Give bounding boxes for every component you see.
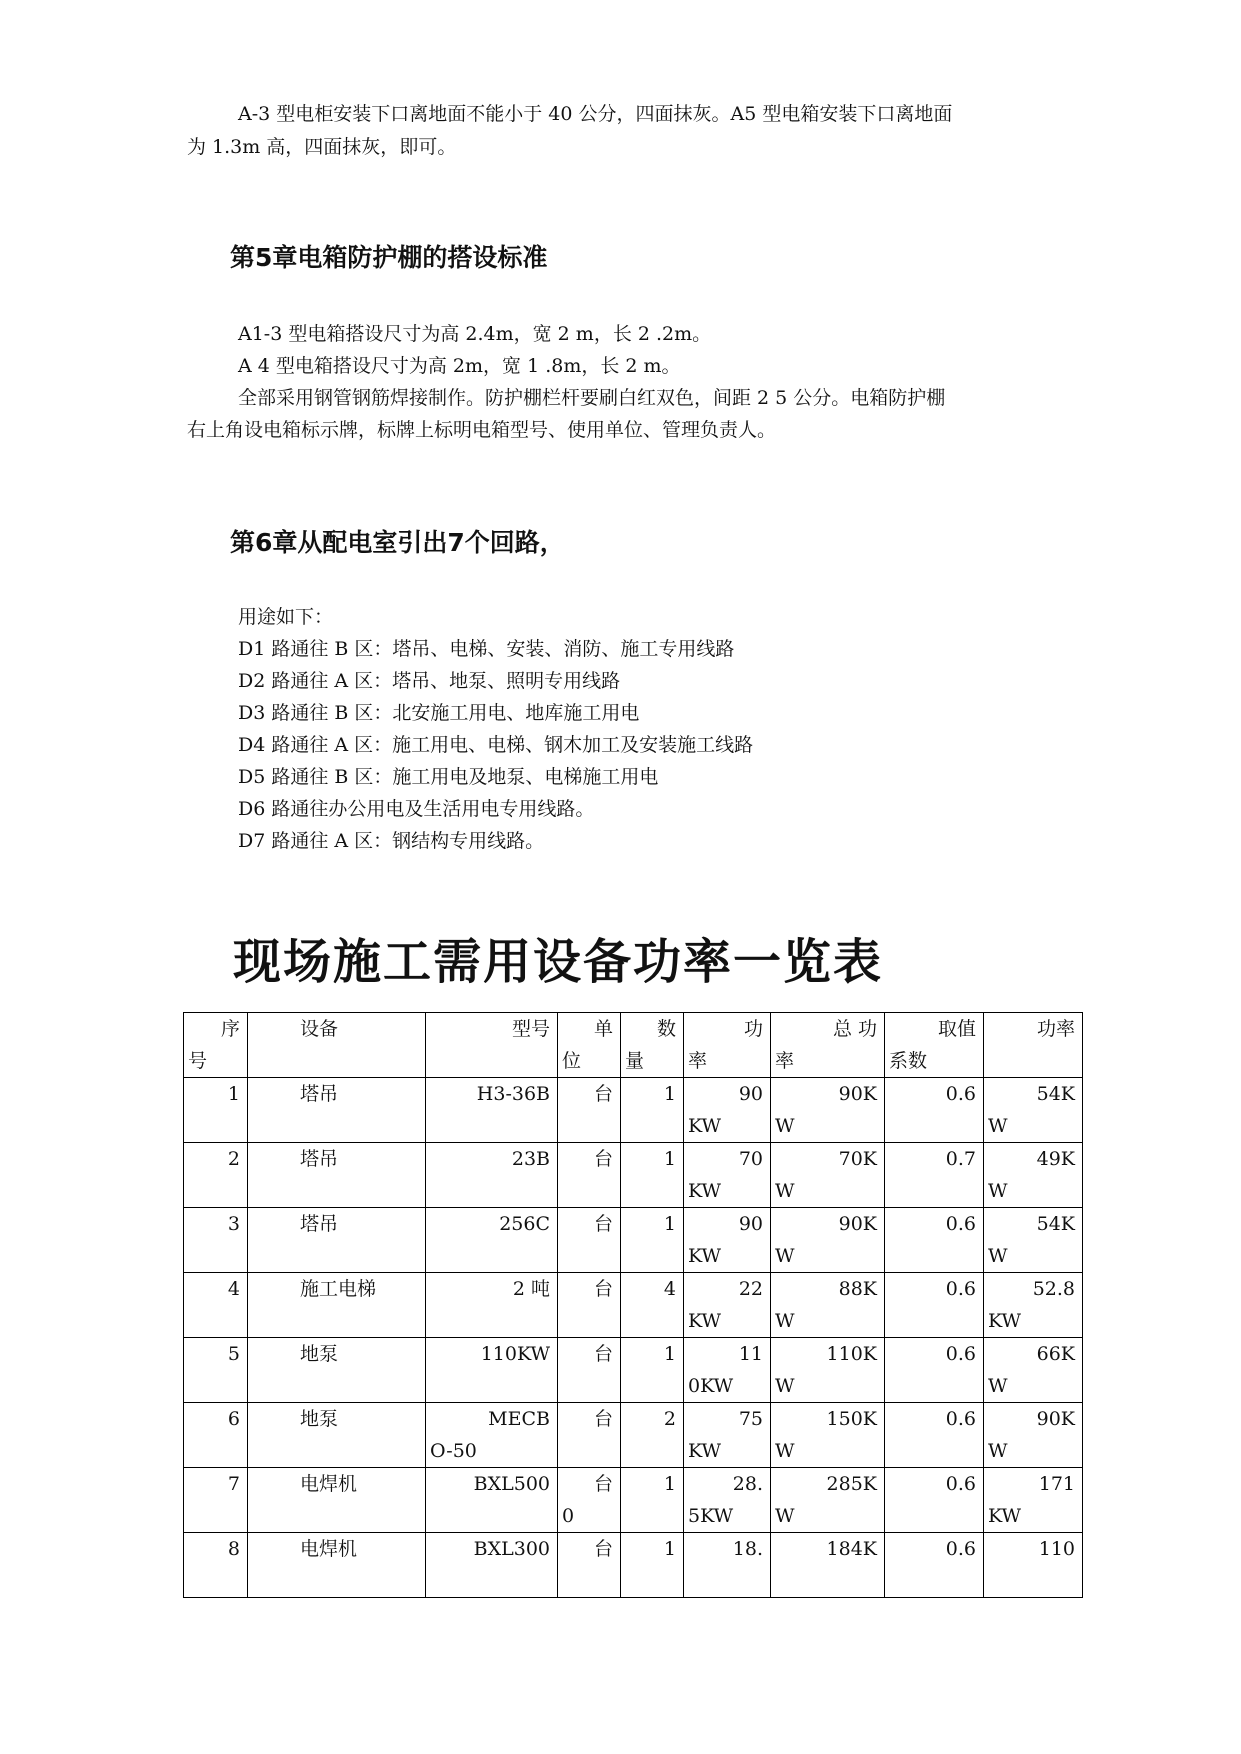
cell-model [426,1403,558,1468]
cell-qty [621,1273,684,1338]
cell-unit-value-wrap [562,1305,613,1337]
route-item: D7 路通往 A 区：钢结构专用线路。 [238,830,545,852]
cell-unit [558,1338,621,1403]
cell-effective-power-value-wrap: W [988,1375,1008,1397]
route-item: D4 路通往 A 区：施工用电、电梯、钢木加工及安装施工线路 [238,734,754,756]
cell-qty-value: 1 [663,1343,676,1365]
cell-power-value-wrap: KW [688,1115,722,1137]
cell-no [184,1078,248,1143]
cell-power-value: 18. [732,1538,763,1560]
cell-unit [558,1078,621,1143]
cell-power-value: 11 [738,1343,763,1365]
cell-power [684,1403,771,1468]
equipment-table-title: 现场施工需用设备功率一览表 [233,934,884,990]
cell-total-power-value: 88K [838,1278,877,1300]
chapter6-heading: 第6章从配电室引出7个回路， [230,528,565,557]
cell-effective-power-value: 54K [1036,1083,1075,1105]
header-unit: 单 位 [558,1013,621,1078]
cell-power [684,1208,771,1273]
chapter5-line4: 右上角设电箱标示牌，标牌上标明电箱型号、使用单位、管理负责人。 [187,419,777,441]
route-item: D6 路通往办公用电及生活用电专用线路。 [238,798,595,820]
cell-coefficient-value: 0.6 [945,1473,976,1495]
cell-no-value: 2 [227,1148,240,1170]
header-coefficient: 取值 系数 [885,1013,984,1078]
cell-model-value-wrap [430,1110,550,1142]
cell-effective-power-value: 66K [1036,1343,1075,1365]
table-row [184,1208,1083,1273]
cell-effective-power-value: 52.8 [1032,1278,1075,1300]
cell-unit-value: 台 [593,1083,613,1105]
cell-unit-value: 台 [593,1408,613,1430]
chapter5-heading: 第5章电箱防护棚的搭设标准 [230,243,548,272]
cell-total-power-value-wrap: W [775,1375,795,1397]
table-row [184,1273,1083,1338]
cell-model-value-wrap [430,1500,550,1532]
cell-device [248,1533,426,1598]
cell-device-value: 施工电梯 [300,1278,377,1300]
cell-power [684,1468,771,1533]
cell-unit [558,1143,621,1208]
cell-effective-power [984,1208,1083,1273]
cell-no-value: 5 [227,1343,240,1365]
cell-effective-power-value: 90K [1036,1408,1075,1430]
cell-model-value: BXL300 [473,1538,550,1560]
chapter6-intro: 用途如下： [238,606,334,628]
cell-unit-value: 台 [593,1278,613,1300]
cell-device [248,1468,426,1533]
cell-qty [621,1143,684,1208]
cell-total-power [771,1468,885,1533]
cell-device-value: 电焊机 [300,1473,358,1495]
cell-total-power-value-wrap: W [775,1180,795,1202]
cell-effective-power-value-wrap: W [988,1180,1008,1202]
cell-no [184,1338,248,1403]
cell-effective-power-value-wrap: W [988,1245,1008,1267]
cell-total-power-value-wrap: W [775,1440,795,1462]
cell-effective-power [984,1078,1083,1143]
cell-effective-power-value-wrap: KW [988,1310,1022,1332]
cell-total-power [771,1143,885,1208]
cell-effective-power-value-wrap: W [988,1115,1008,1137]
cell-model [426,1468,558,1533]
cell-effective-power-value-wrap [988,1565,1075,1597]
cell-effective-power [984,1273,1083,1338]
cell-model-value-wrap [430,1305,550,1337]
a3-paragraph-line1: A-3 型电柜安装下口离地面不能小于 40 公分，四面抹灰。A5 型电箱安装下口离地面 [238,103,953,125]
cell-power-value-wrap [688,1565,763,1597]
cell-model-value-wrap [430,1175,550,1207]
chapter5-line1: A1-3 型电箱搭设尺寸为高 2.4m，宽 2 m，长 2 .2m。 [238,323,712,345]
cell-total-power [771,1338,885,1403]
cell-qty-value: 1 [663,1538,676,1560]
cell-coefficient-value: 0.6 [945,1213,976,1235]
cell-power-value-wrap: KW [688,1180,722,1202]
cell-coefficient-value: 0.6 [945,1343,976,1365]
cell-no-value: 3 [227,1213,240,1235]
cell-power [684,1078,771,1143]
cell-qty [621,1208,684,1273]
cell-unit-value: 台 [593,1473,613,1495]
cell-model-value-wrap: O-50 [430,1440,477,1462]
route-item: D5 路通往 B 区：施工用电及地泵、电梯施工用电 [238,766,659,788]
cell-unit [558,1533,621,1598]
cell-effective-power-value: 54K [1036,1213,1075,1235]
header-qty: 数 量 [621,1013,684,1078]
cell-no [184,1208,248,1273]
cell-effective-power [984,1143,1083,1208]
cell-effective-power-value-wrap: KW [988,1505,1022,1527]
table-row [184,1338,1083,1403]
cell-total-power-value: 150K [826,1408,877,1430]
cell-qty-value: 4 [663,1278,676,1300]
cell-coefficient [885,1403,984,1468]
cell-model-value: 2 吨 [512,1278,550,1300]
header-model: 型号 [426,1013,558,1078]
cell-power-value: 70 [738,1148,763,1170]
cell-qty [621,1403,684,1468]
cell-coefficient-value: 0.6 [945,1538,976,1560]
table-row [184,1403,1083,1468]
cell-effective-power-value: 49K [1036,1148,1075,1170]
table-row [184,1078,1083,1143]
cell-power [684,1338,771,1403]
cell-device-value: 塔吊 [300,1213,339,1235]
cell-model [426,1338,558,1403]
cell-total-power-value-wrap: W [775,1310,795,1332]
chapter5-line3: 全部采用钢管钢筋焊接制作。防护棚栏杆要刷白红双色，间距 2 5 公分。电箱防护棚 [238,387,946,409]
cell-qty-value: 1 [663,1083,676,1105]
route-item: D2 路通往 A 区：塔吊、地泵、照明专用线路 [238,670,621,692]
cell-coefficient [885,1468,984,1533]
cell-device-value: 塔吊 [300,1148,339,1170]
cell-coefficient-value: 0.6 [945,1408,976,1430]
cell-no-value: 8 [227,1538,240,1560]
cell-power-value-wrap: KW [688,1440,722,1462]
cell-effective-power-value: 171 [1038,1473,1075,1495]
cell-total-power-value-wrap: W [775,1505,795,1527]
cell-qty-value: 2 [663,1408,676,1430]
cell-coefficient [885,1208,984,1273]
cell-model-value: 23B [511,1148,550,1170]
cell-no-value: 4 [227,1278,240,1300]
table-row [184,1468,1083,1533]
cell-total-power [771,1533,885,1598]
cell-model-value-wrap [430,1240,550,1272]
cell-total-power-value: 70K [838,1148,877,1170]
table-header-row [184,1013,1083,1078]
cell-total-power-value: 285K [826,1473,877,1495]
cell-power [684,1533,771,1598]
cell-no-value: 1 [227,1083,240,1105]
cell-qty-value: 1 [663,1213,676,1235]
cell-power-value: 28. [732,1473,763,1495]
cell-coefficient [885,1273,984,1338]
header-power: 功 率 [684,1013,771,1078]
cell-no [184,1468,248,1533]
cell-coefficient [885,1143,984,1208]
cell-device-value: 地泵 [300,1343,339,1365]
cell-power-value-wrap: 5KW [688,1505,734,1527]
header-device: 设备 [248,1013,426,1078]
cell-coefficient-value: 0.6 [945,1278,976,1300]
cell-device [248,1143,426,1208]
cell-total-power-value: 184K [826,1538,877,1560]
route-item: D1 路通往 B 区：塔吊、电梯、安装、消防、施工专用线路 [238,638,735,660]
cell-model [426,1273,558,1338]
cell-model [426,1143,558,1208]
cell-coefficient [885,1533,984,1598]
cell-no [184,1403,248,1468]
cell-total-power [771,1078,885,1143]
cell-total-power-value-wrap: W [775,1115,795,1137]
cell-coefficient-value: 0.7 [945,1148,976,1170]
table-row [184,1143,1083,1208]
cell-unit-value: 台 [593,1213,613,1235]
cell-model-value: 110KW [480,1343,550,1365]
cell-device-value: 地泵 [300,1408,339,1430]
cell-total-power [771,1403,885,1468]
cell-model [426,1078,558,1143]
cell-total-power-value-wrap [775,1565,877,1597]
a3-paragraph-line2: 为 1.3m 高，四面抹灰，即可。 [187,136,457,158]
cell-model-value-wrap [430,1370,550,1402]
cell-qty [621,1533,684,1598]
cell-power-value: 22 [738,1278,763,1300]
chapter5-line2: A 4 型电箱搭设尺寸为高 2m，宽 1 .8m，长 2 m。 [238,355,681,377]
cell-coefficient-value: 0.6 [945,1083,976,1105]
cell-device [248,1078,426,1143]
cell-unit-value-wrap [562,1435,613,1467]
cell-no [184,1143,248,1208]
cell-model [426,1533,558,1598]
cell-total-power-value: 110K [826,1343,877,1365]
cell-unit-value: 台 [593,1538,613,1560]
cell-total-power-value: 90K [838,1083,877,1105]
cell-effective-power [984,1338,1083,1403]
cell-model-value: 256C [499,1213,550,1235]
cell-device [248,1338,426,1403]
cell-qty [621,1468,684,1533]
cell-device-value: 塔吊 [300,1083,339,1105]
header-no: 序 号 [184,1013,248,1078]
cell-model-value-wrap [430,1565,550,1597]
cell-total-power-value: 90K [838,1213,877,1235]
cell-power-value: 90 [738,1213,763,1235]
cell-device [248,1403,426,1468]
cell-unit-value-wrap [562,1110,613,1142]
cell-effective-power [984,1403,1083,1468]
header-effective-power: 功率 [984,1013,1083,1078]
cell-power-value: 90 [738,1083,763,1105]
cell-qty [621,1338,684,1403]
cell-effective-power-value-wrap: W [988,1440,1008,1462]
cell-power-value: 75 [738,1408,763,1430]
header-total-power: 总 功 率 [771,1013,885,1078]
route-item: D3 路通往 B 区：北安施工用电、地库施工用电 [238,702,640,724]
cell-unit [558,1208,621,1273]
cell-qty-value: 1 [663,1148,676,1170]
cell-unit-value-wrap [562,1565,613,1597]
cell-no-value: 7 [227,1473,240,1495]
cell-qty [621,1078,684,1143]
cell-unit-value-wrap [562,1370,613,1402]
cell-no [184,1533,248,1598]
cell-power-value-wrap: KW [688,1310,722,1332]
cell-power [684,1143,771,1208]
cell-unit [558,1468,621,1533]
cell-no-value: 6 [227,1408,240,1430]
cell-qty-value: 1 [663,1473,676,1495]
cell-effective-power-value: 110 [1038,1538,1075,1560]
cell-power [684,1273,771,1338]
cell-device-value: 电焊机 [300,1538,358,1560]
cell-power-value-wrap: 0KW [688,1375,734,1397]
cell-unit-value-wrap [562,1175,613,1207]
cell-device [248,1273,426,1338]
cell-model [426,1208,558,1273]
cell-total-power-value-wrap: W [775,1245,795,1267]
cell-effective-power [984,1533,1083,1598]
cell-model-value: H3-36B [476,1083,550,1105]
cell-effective-power [984,1468,1083,1533]
cell-coefficient [885,1078,984,1143]
cell-unit-value: 台 [593,1148,613,1170]
cell-total-power [771,1273,885,1338]
cell-model-value: BXL500 [473,1473,550,1495]
cell-model-value: MECB [488,1408,550,1430]
cell-unit-value-wrap: 0 [562,1505,575,1527]
cell-no [184,1273,248,1338]
cell-coefficient [885,1338,984,1403]
cell-power-value-wrap: KW [688,1245,722,1267]
equipment-power-table [183,1012,1083,1598]
cell-unit-value-wrap [562,1240,613,1272]
cell-unit [558,1403,621,1468]
cell-total-power [771,1208,885,1273]
cell-unit-value: 台 [593,1343,613,1365]
cell-unit [558,1273,621,1338]
cell-device [248,1208,426,1273]
table-row [184,1533,1083,1598]
